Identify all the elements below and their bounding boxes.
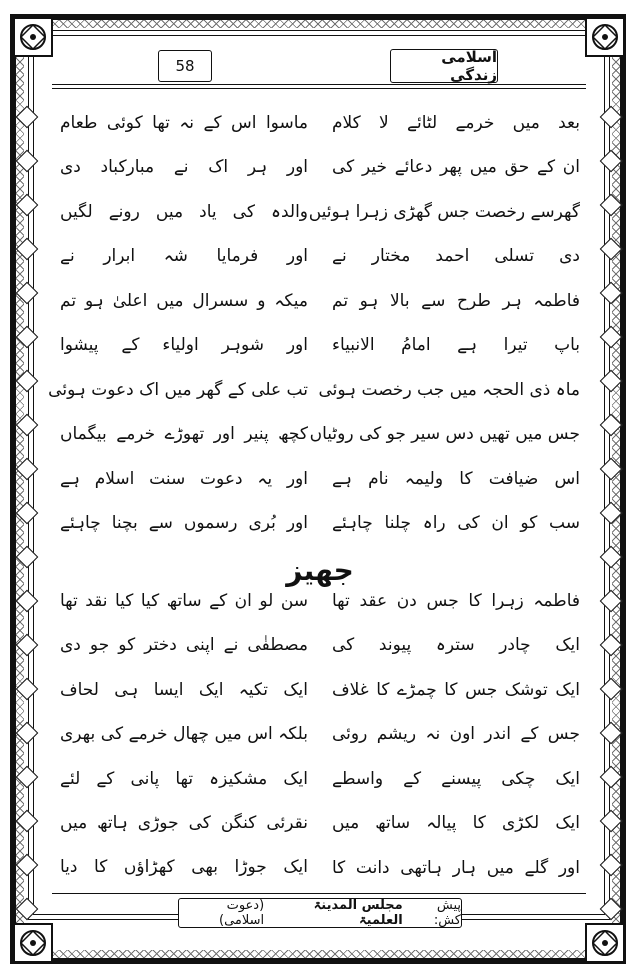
hemistich-left: ایک جوڑا بھی کھڑاؤں کا دیا bbox=[60, 857, 308, 878]
hemistich-right: ایک لکڑی کا پیالہ ساتھ میں bbox=[332, 813, 580, 834]
header-rule bbox=[52, 84, 586, 85]
hemistich-right: گھرسے رخصت جس گھڑی زہرا ہوئیں bbox=[308, 201, 580, 222]
hemistich-left: سن لو ان کے ساتھ کیا کیا نقد تھا bbox=[60, 590, 308, 611]
verse-line bbox=[60, 323, 580, 368]
verse-line bbox=[60, 623, 580, 668]
hemistich-right: فاطمہ زہرا کا جس دن عقد تھا bbox=[332, 590, 580, 611]
publisher-name: مجلس المدینۃ العلمیۃ bbox=[313, 898, 403, 928]
hemistich-left: والدہ کی یاد میں رونے لگیں bbox=[60, 201, 308, 222]
hemistich-right: اس ضیافت کا ولیمہ نام ہے bbox=[332, 468, 580, 489]
hemistich-left: میکہ و سسرال میں اعلیٰ ہو تم bbox=[60, 290, 308, 311]
verse-line bbox=[60, 667, 580, 712]
hemistich-right: ماہ ذی الحجہ میں جب رخصت ہوئی bbox=[318, 379, 580, 400]
footer-rule bbox=[52, 893, 586, 894]
hemistich-right: جس کے اندر اون نہ ریشم روئی bbox=[332, 724, 580, 745]
poem-part-2 bbox=[60, 578, 580, 890]
right-border-ornaments bbox=[602, 95, 620, 931]
hemistich-left: اور شوہر اولیاء کے پیشوا bbox=[60, 335, 308, 356]
verse-line bbox=[60, 100, 580, 145]
verse-line bbox=[60, 412, 580, 457]
hemistich-left: اور فرمایا شہ ابرار نے bbox=[60, 246, 308, 267]
hemistich-left: ماسوا اس کے نہ تھا کوئی طعام bbox=[60, 112, 308, 133]
poem-part-1 bbox=[48, 100, 580, 597]
footer-suffix: (دعوت اسلامی) bbox=[219, 898, 265, 928]
verse-line bbox=[60, 145, 580, 190]
verse-line bbox=[60, 189, 580, 234]
hemistich-right: ایک توشک جس کا چمڑے کا غلاف bbox=[332, 679, 580, 700]
hemistich-left: تب علی کے گھر میں اک دعوت ہوئی bbox=[48, 379, 308, 400]
section-heading: جھیز bbox=[286, 554, 354, 587]
hemistich-left: ایک مشکیزہ تھا پانی کے لئے bbox=[60, 768, 308, 789]
hemistich-right: فاطمہ ہر طرح سے بالا ہو تم bbox=[332, 290, 580, 311]
hemistich-left: کچھ پنیر اور تھوڑے خرمے بیگماں bbox=[60, 424, 308, 445]
corner-ornament-icon bbox=[584, 922, 626, 964]
verse-line bbox=[60, 712, 580, 757]
hemistich-left: اور ہر اک نے مبارکباد دی bbox=[60, 157, 308, 178]
hemistich-left: اور یہ دعوت سنت اسلام ہے bbox=[60, 468, 308, 489]
hemistich-right: سب کو ان کی راہ چلنا چاہئے bbox=[332, 513, 580, 534]
verse-line bbox=[60, 234, 580, 279]
hemistich-right: باپ تیرا ہے امامُ الانبیاء bbox=[332, 335, 580, 356]
verse-line bbox=[60, 278, 580, 323]
header-rule-2 bbox=[52, 88, 586, 89]
hemistich-left: بلکہ اس میں چھال خرمے کی بھری bbox=[60, 724, 308, 745]
hemistich-left: ایک تکیہ ایک ایسا ہی لحاف bbox=[60, 679, 308, 700]
hemistich-right: ایک چادر سترہ پیوند کی bbox=[332, 635, 580, 656]
page-header bbox=[0, 45, 638, 85]
hemistich-right: ایک چکی پیسنے کے واسطے bbox=[332, 768, 580, 789]
hemistich-right: ان کے حق میں پھر دعائے خیر کی bbox=[332, 157, 580, 178]
left-border-ornaments bbox=[18, 95, 36, 931]
hemistich-right: جس میں تھیں دس سیر جو کی روٹیاں bbox=[309, 423, 580, 444]
verse-line bbox=[48, 367, 580, 412]
hemistich-left: نقرئی کنگن کی جوڑی ہاتھ میں bbox=[60, 813, 308, 834]
footer-prefix: پیش کش: bbox=[433, 898, 461, 928]
hemistich-right: دی تسلی احمد مختار نے bbox=[332, 246, 580, 267]
page-number: 58 bbox=[158, 50, 212, 82]
publisher-credit bbox=[178, 898, 462, 928]
hemistich-left: مصطفٰی نے اپنی دختر کو جو دی bbox=[60, 635, 308, 656]
verse-line bbox=[60, 501, 580, 546]
running-title: اسلامی زندگی bbox=[390, 49, 498, 83]
verse-line bbox=[60, 756, 580, 801]
hemistich-right: بعد میں خرمے لٹائے لا کلام bbox=[332, 112, 580, 133]
verse-line bbox=[60, 578, 580, 623]
verse-line bbox=[60, 456, 580, 501]
hemistich-right: اور گلے میں ہار ہاتھی دانت کا bbox=[332, 857, 580, 878]
verse-line bbox=[60, 845, 580, 890]
corner-ornament-icon bbox=[12, 922, 54, 964]
page-footer bbox=[0, 898, 638, 928]
verse-line bbox=[60, 801, 580, 846]
hemistich-left: اور بُری رسموں سے بچنا چاہئے bbox=[60, 513, 308, 534]
